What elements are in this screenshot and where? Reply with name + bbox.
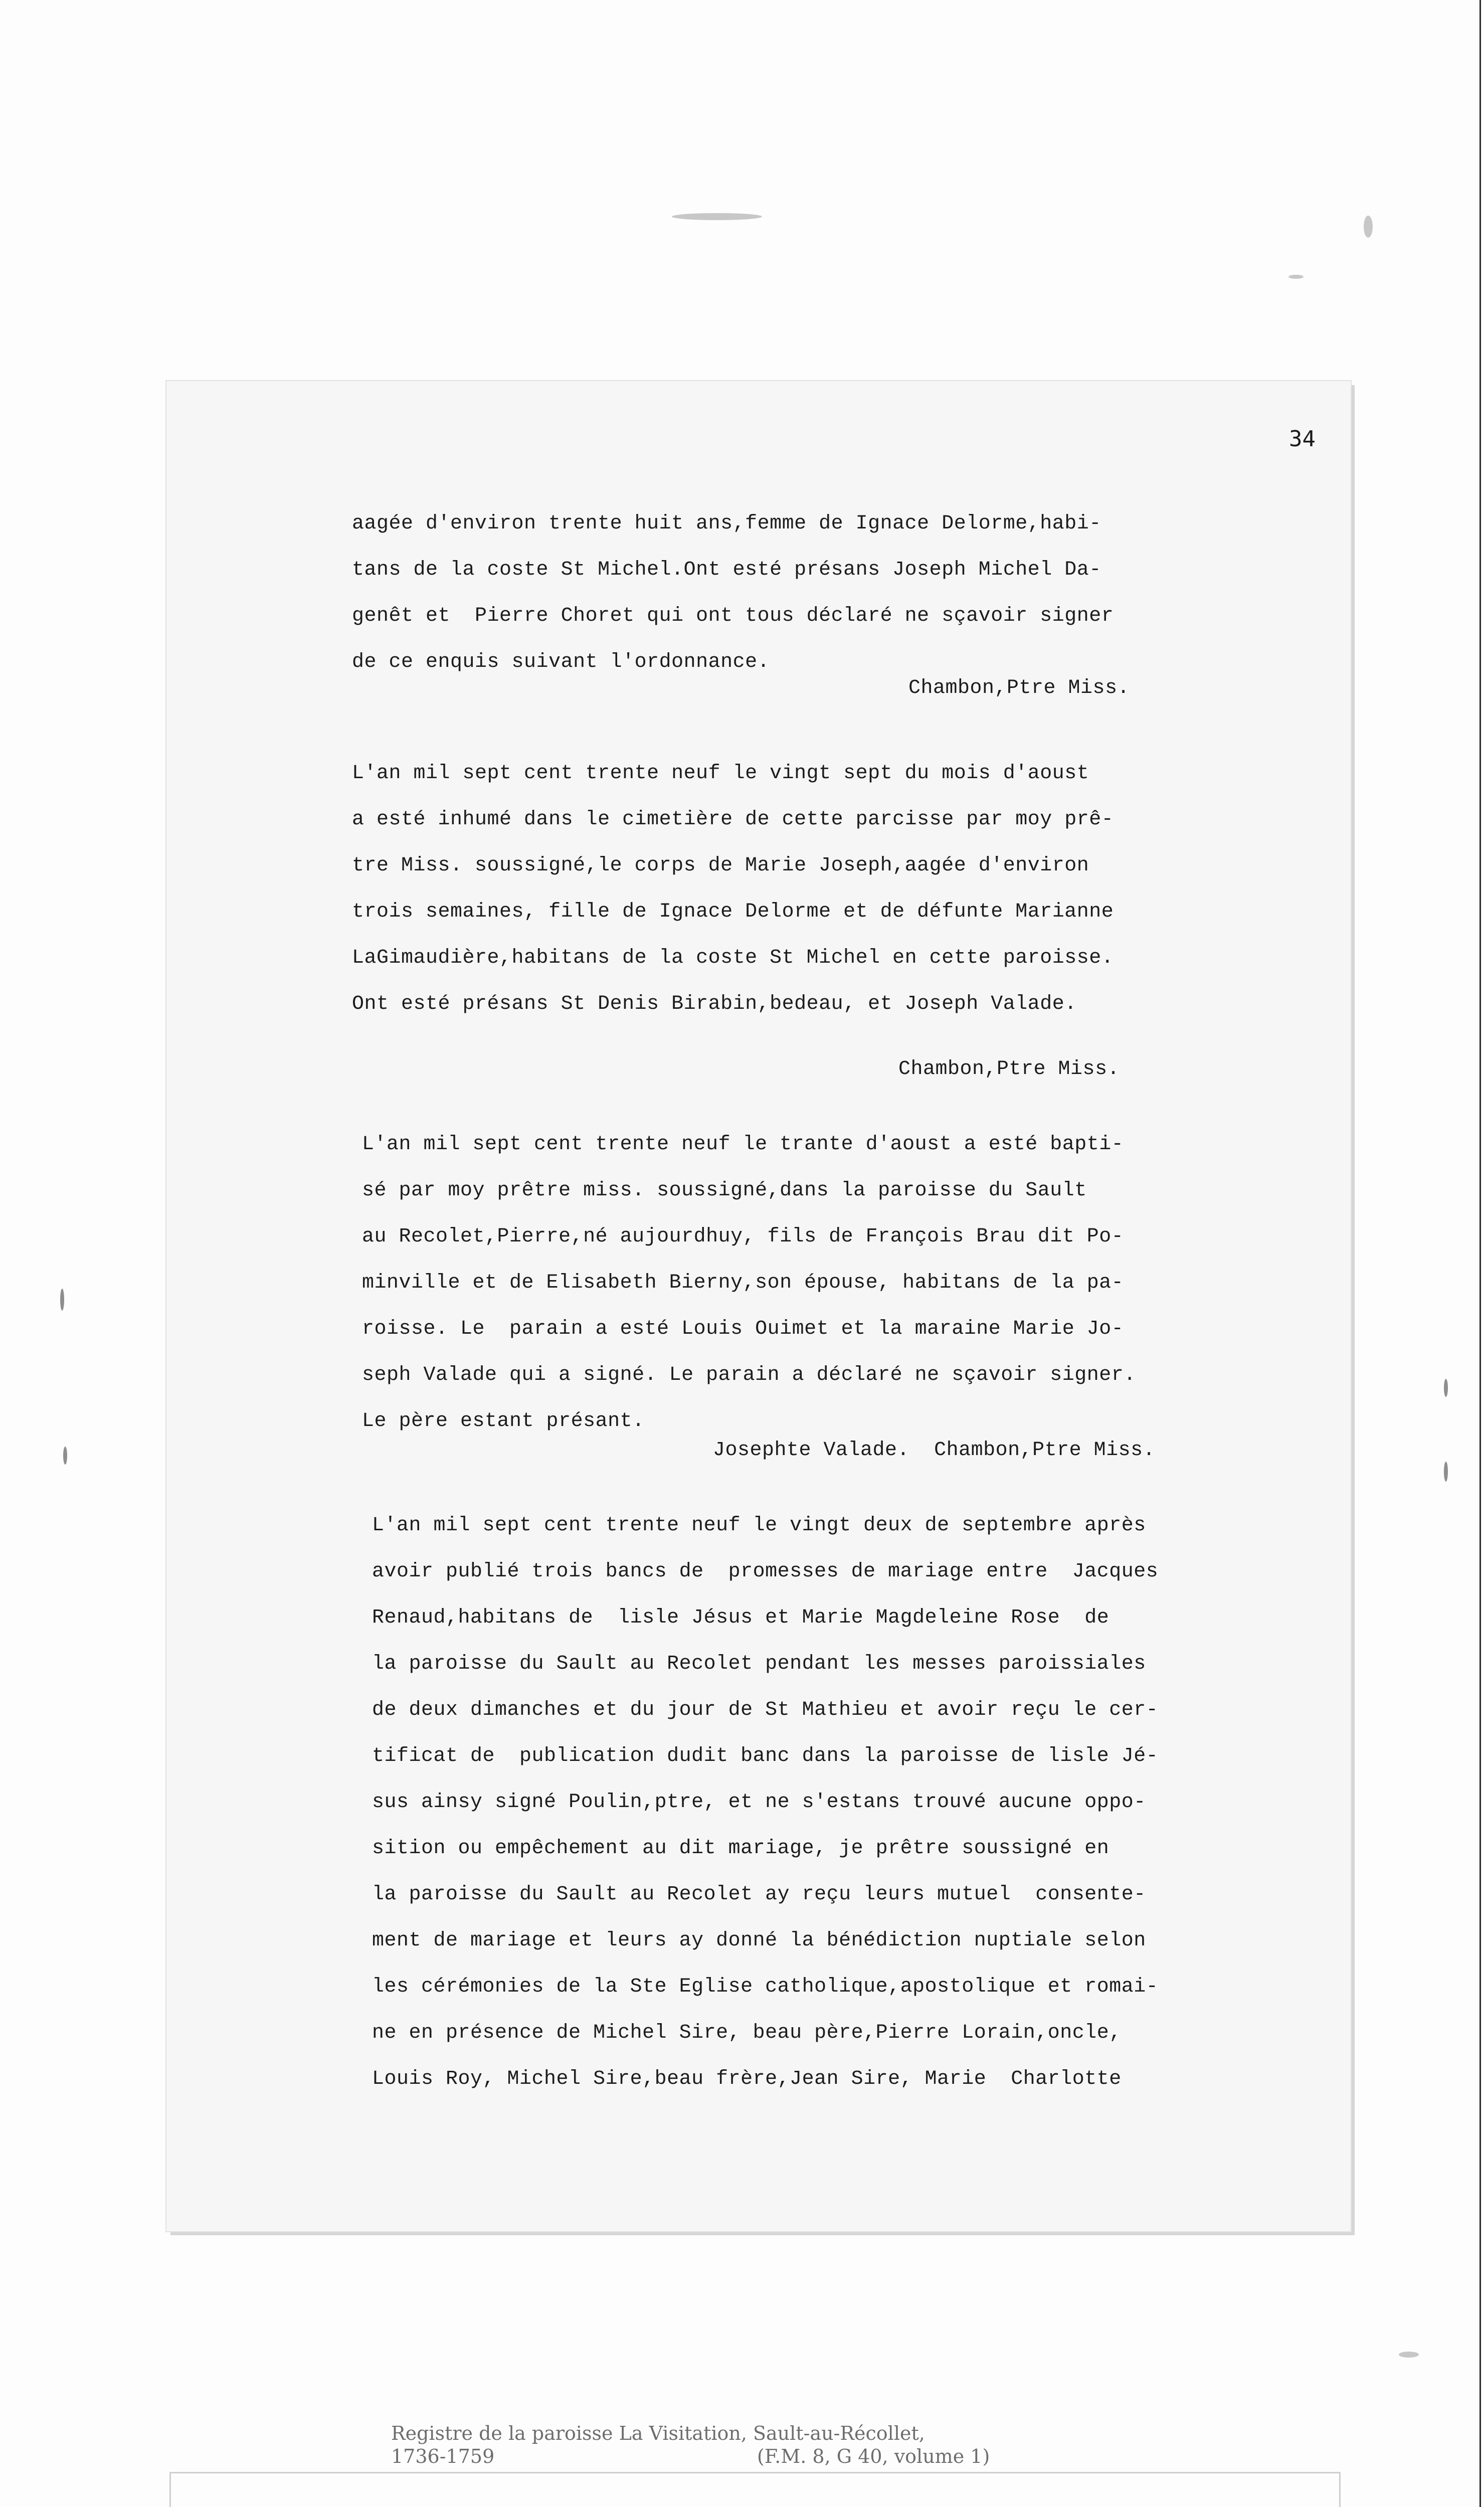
frame-edge-right — [1479, 0, 1481, 2507]
text-line: a esté inhumé dans le cimetière de cette parcisse par moy prê- — [352, 808, 1114, 831]
text-line: sition ou empêchement au dit mariage, je prêtre soussigné en — [372, 1837, 1109, 1860]
text-line: roisse. Le parain a esté Louis Ouimet et la maraine Marie Jo- — [362, 1318, 1124, 1340]
text-line: Ont esté présans St Denis Birabin,bedeau, et Joseph Valade. — [352, 993, 1077, 1015]
text-line: la paroisse du Sault au Recolet ay reçu leurs mutuel consente- — [372, 1883, 1146, 1906]
smudge-mark — [1288, 275, 1304, 279]
smudge-mark — [63, 1447, 67, 1465]
text-line: tans de la coste St Michel.Ont esté présans Joseph Michel Da- — [352, 559, 1101, 581]
text-line: L'an mil sept cent trente neuf le vingt sept du mois d'aoust — [352, 762, 1089, 785]
typed-register-page — [166, 381, 1351, 2231]
smudge-mark — [1444, 1379, 1448, 1397]
text-line: genêt et Pierre Choret qui ont tous déclaré ne sçavoir signer — [352, 605, 1114, 627]
text-line: L'an mil sept cent trente neuf le trante d'aoust a esté bapti- — [362, 1133, 1124, 1156]
text-line: sé par moy prêtre miss. soussigné,dans la paroisse du Sault — [362, 1179, 1087, 1202]
text-line: LaGimaudière,habitans de la coste St Michel en cette paroisse. — [352, 947, 1114, 969]
text-line: aagée d'environ trente huit ans,femme de Ignace Delorme,habi- — [352, 512, 1101, 535]
text-line: Renaud,habitans de lisle Jésus et Marie Magdeleine Rose de — [372, 1606, 1109, 1629]
text-line: la paroisse du Sault au Recolet pendant les messes paroissiales — [372, 1653, 1146, 1675]
signature-line: Chambon,Ptre Miss. — [908, 677, 1130, 699]
caption-dates: 1736-1759 — [391, 2445, 495, 2467]
text-line: trois semaines, fille de Ignace Delorme et de défunte Marianne — [352, 901, 1114, 923]
text-line: avoir publié trois bancs de promesses de mariage entre Jacques — [372, 1560, 1159, 1583]
text-line: tre Miss. soussigné,le corps de Marie Joseph,aagée d'environ — [352, 854, 1089, 877]
text-line: L'an mil sept cent trente neuf le vingt deux de septembre après — [372, 1514, 1146, 1537]
page-number: 34 — [1289, 426, 1316, 452]
text-line: de deux dimanches et du jour de St Mathieu et avoir reçu le cer- — [372, 1699, 1159, 1721]
smudge-mark — [1364, 216, 1373, 238]
text-line: au Recolet,Pierre,né aujourdhuy, fils de François Brau dit Po- — [362, 1225, 1124, 1248]
signature-line: Chambon,Ptre Miss. — [898, 1058, 1120, 1081]
caption-title: Registre de la paroisse La Visitation, Sault-au-Récollet, — [391, 2422, 925, 2444]
text-line: ment de mariage et leurs ay donné la bénédiction nuptiale selon — [372, 1929, 1146, 1952]
signature-line: Josephte Valade. Chambon,Ptre Miss. — [713, 1439, 1156, 1462]
smudge-mark — [672, 213, 762, 220]
caption-reference: (F.M. 8, G 40, volume 1) — [757, 2445, 990, 2467]
text-line: de ce enquis suivant l'ordonnance. — [352, 651, 770, 673]
text-line: ne en présence de Michel Sire, beau père,Pierre Lorain,oncle, — [372, 2022, 1122, 2044]
text-line: les cérémonies de la Ste Eglise catholique,apostolique et romai- — [372, 1976, 1159, 1998]
archive-stamp-box — [169, 2472, 1341, 2507]
archive-caption — [391, 2422, 990, 2468]
text-line: Le père estant présant. — [362, 1410, 645, 1432]
smudge-mark — [1444, 1462, 1448, 1482]
smudge-mark — [60, 1289, 64, 1311]
text-line: Louis Roy, Michel Sire,beau frère,Jean Sire, Marie Charlotte — [372, 2068, 1122, 2090]
text-line: sus ainsy signé Poulin,ptre, et ne s'estans trouvé aucune oppo- — [372, 1791, 1146, 1814]
text-line: minville et de Elisabeth Bierny,son épouse, habitans de la pa- — [362, 1272, 1124, 1294]
text-line: tificat de publication dudit banc dans la paroisse de lisle Jé- — [372, 1745, 1159, 1767]
text-line: seph Valade qui a signé. Le parain a déclaré ne sçavoir signer. — [362, 1364, 1136, 1386]
smudge-mark — [1399, 2352, 1419, 2358]
